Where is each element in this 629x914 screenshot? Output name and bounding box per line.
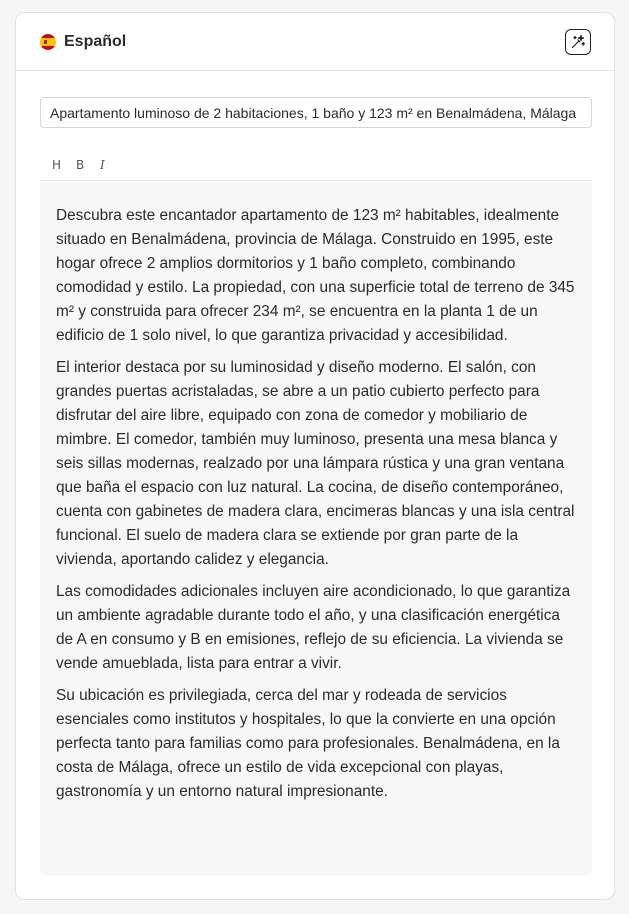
description-paragraph: Las comodidades adicionales incluyen aire acondicionado, lo que garantiza un ambiente agradable durante todo el año, y una clasificación energética de A en consumo y B en emisiones, reflejo de su eficiencia. La vivienda se vende amueblada, lista para entrar a vivir.: [56, 583, 571, 672]
description-editor[interactable]: [40, 182, 592, 876]
editor-toolbar: [40, 150, 592, 181]
heading-button[interactable]: H: [52, 158, 62, 172]
language-label: Español: [64, 32, 127, 50]
card-header: [16, 13, 614, 71]
language-indicator: [40, 33, 126, 51]
listing-title-input[interactable]: [40, 97, 592, 128]
italic-button[interactable]: I: [100, 158, 105, 172]
description-paragraph: Su ubicación es privilegiada, cerca del mar y rodeada de servicios esenciales como institutos y hospitales, lo que la convierte en una opción perfecta tanto para familias como para profesionales. Benalmádena, en la costa de Málaga, ofrece un estilo de vida excepcional con playas, gastronomía y un entorno natural impresionante.: [56, 687, 560, 800]
sparkle-wand-icon: [570, 34, 586, 50]
description-paragraph: El interior destaca por su luminosidad y diseño moderno. El salón, con grandes puertas acristaladas, se abre a un patio cubierto perfecto para disfrutar del aire libre, equipado con zona de comedor y mobiliario de mimbre. El comedor, también muy luminoso, presenta una mesa blanca y seis sillas modernas, realzado por una lámpara rústica y una gran ventana que baña el espacio con luz natural. La cocina, de diseño contemporáneo, cuenta con gabinetes de madera clara, encimeras blancas y una isla central funcional. El suelo de madera clara se extiende por gran parte de la vivienda, aportando calidez y elegancia.: [56, 359, 575, 568]
translation-card: [15, 12, 615, 900]
bold-button[interactable]: B: [76, 158, 85, 172]
description-paragraph: Descubra este encantador apartamento de 123 m² habitables, idealmente situado en Benalmádena, provincia de Málaga. Construido en 1995, este hogar ofrece 2 amplios dormitorios y 1 baño completo, combinando comodidad y estilo. La propiedad, con una superficie total de terreno de 345 m² y construida para ofrecer 234 m², se encuentra en la planta 1 de un edificio de 1 solo nivel, lo que garantiza privacidad y accesibilidad.: [56, 207, 575, 344]
ai-generate-button[interactable]: [565, 29, 591, 55]
spain-flag-icon: [40, 34, 56, 50]
